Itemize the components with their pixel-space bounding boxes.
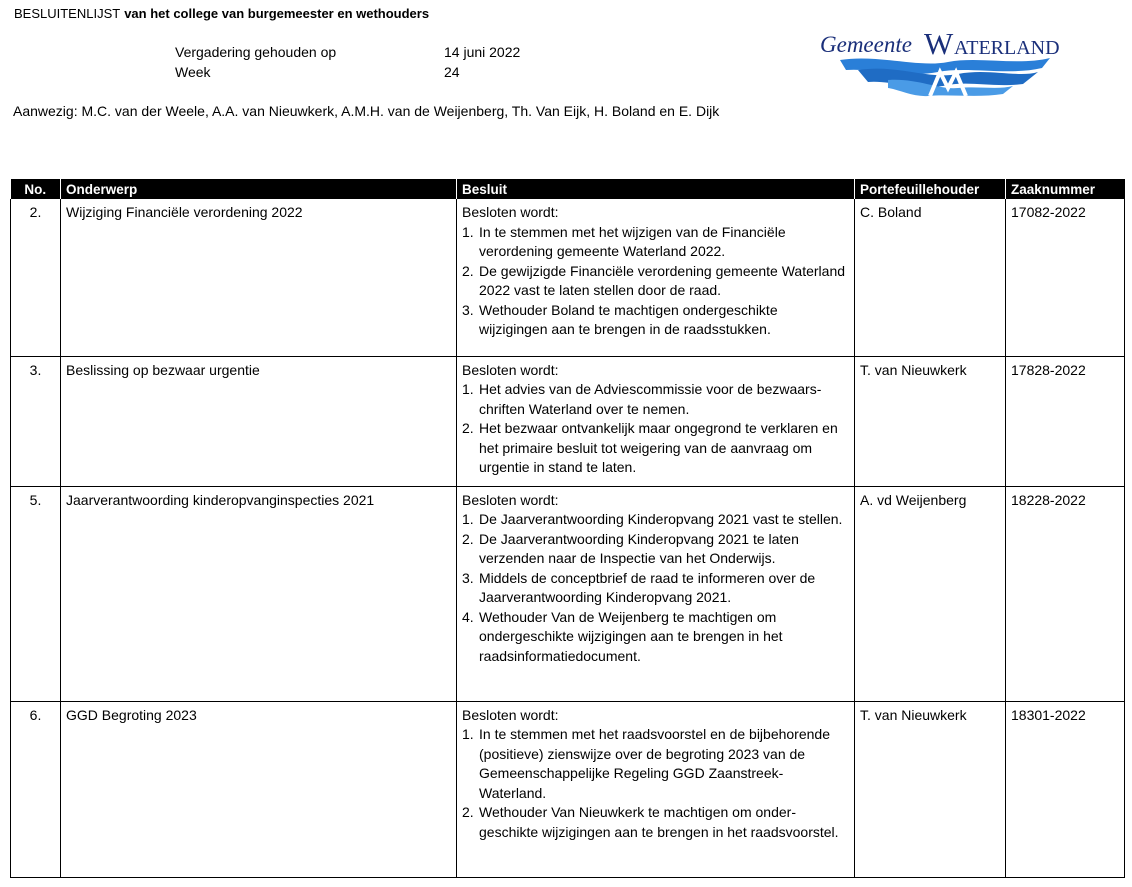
decision-item-text: Wethouder Boland te machtigen ondergeschikte wijzigingen aan te brengen in de raadsstukken.	[479, 301, 778, 337]
meeting-date: 14 juni 2022	[444, 44, 521, 60]
logo-gemeente-text: Gemeente	[820, 32, 912, 57]
decision-item-number: 4.	[462, 608, 474, 625]
decision-item-text: De Jaarverantwoording Kinderopvang 2021 te laten verzenden naar de Inspectie van het Onderwijs.	[479, 530, 799, 566]
decision-item-number: 2.	[462, 420, 474, 436]
row-decision	[457, 486, 855, 701]
decision-item	[462, 301, 849, 340]
decision-list	[462, 510, 849, 666]
decision-item-number: 1.	[462, 726, 474, 742]
decision-item	[462, 725, 849, 803]
decision-item-text: In te stemmen met het raadsvoorstel en de bijbehorende (positieve) zienswijze over de begroting 2023 van de Gemeenschappelijke Regeling GGD Zaanstreek-Waterland.	[479, 726, 830, 801]
table-header-row	[11, 179, 1125, 199]
table-row	[11, 199, 1125, 356]
decision-head: Besloten wordt:	[462, 491, 559, 508]
row-decision	[457, 199, 855, 356]
decision-item-number: 3.	[462, 301, 474, 318]
decision-item-number: 2.	[462, 804, 474, 820]
row-no: 6.	[11, 701, 61, 877]
table-row	[11, 701, 1125, 877]
decision-item	[462, 569, 849, 608]
decision-item-text: Wethouder Van Nieuwkerk te machtigen om onder-geschikte wijzigingen aan te brengen in het raadsvoorstel.	[479, 804, 839, 840]
row-case: 17082-2022	[1006, 199, 1125, 356]
row-subject: Beslissing op bezwaar urgentie	[61, 356, 457, 486]
decision-item-number: 1.	[462, 223, 474, 240]
week-value: 24	[444, 64, 460, 80]
table-row	[11, 486, 1125, 701]
title-prefix: BESLUITENLIJST	[14, 6, 121, 21]
gemeente-waterland-logo	[818, 28, 1080, 100]
row-case: 17828-2022	[1006, 356, 1125, 486]
row-subject: Jaarverantwoording kinderopvanginspecties 2021	[61, 486, 457, 701]
col-header-decision: Besluit	[457, 179, 855, 199]
row-holder: C. Boland	[855, 199, 1006, 356]
row-case: 18228-2022	[1006, 486, 1125, 701]
week-label: Week	[175, 64, 211, 80]
decision-item	[462, 530, 849, 569]
col-header-no: No.	[11, 179, 61, 199]
row-holder: T. van Nieuwkerk	[855, 356, 1006, 486]
decision-head: Besloten wordt:	[462, 706, 559, 723]
row-subject: Wijziging Financiële verordening 2022	[61, 199, 457, 356]
row-holder: A. vd Weijenberg	[855, 486, 1006, 701]
table-row	[11, 356, 1125, 486]
row-subject: GGD Begroting 2023	[61, 701, 457, 877]
logo-aterland-text: ATERLAND	[954, 37, 1060, 59]
decision-item-number: 1.	[462, 511, 474, 527]
decision-item-text: Middels de conceptbrief de raad te informeren over de Jaarverantwoording Kinderopvang 2021.	[479, 569, 816, 605]
decision-head: Besloten wordt:	[462, 361, 559, 378]
decision-item-text: Wethouder Van de Weijenberg te machtigen om ondergeschikte wijzigingen aan te brengen in het raadsinformatiedocument.	[479, 608, 783, 664]
logo-graphic	[818, 28, 1080, 100]
title-rest: van het college van burgemeester en wethouders	[124, 6, 430, 21]
decision-item	[462, 262, 849, 301]
row-decision	[457, 701, 855, 877]
decision-item-number: 3.	[462, 569, 474, 586]
decision-item-number: 1.	[462, 381, 474, 397]
decision-item-text: Het bezwaar ontvankelijk maar ongegrond te verklaren en het primaire besluit tot weigering van de aanvraag om urgentie in stand te laten.	[479, 420, 838, 475]
col-header-holder: Portefeuillehouder	[855, 179, 1006, 199]
decision-item	[462, 380, 849, 419]
decision-item	[462, 419, 849, 478]
decision-item-number: 2.	[462, 530, 474, 547]
col-header-case: Zaaknummer	[1006, 179, 1125, 199]
decision-item	[462, 803, 849, 842]
attendees: Aanwezig: M.C. van der Weele, A.A. van Nieuwkerk, A.M.H. van de Weijenberg, Th. Van Eijk, H. Boland en E. Dijk	[13, 103, 720, 119]
row-case: 18301-2022	[1006, 701, 1125, 877]
row-no: 5.	[11, 486, 61, 701]
decision-item-text: Het advies van de Adviescommissie voor de bezwaars-chriften Waterland over te nemen.	[479, 381, 822, 417]
row-no: 2.	[11, 199, 61, 356]
decision-head: Besloten wordt:	[462, 204, 559, 220]
row-decision	[457, 356, 855, 486]
decision-item-text: De gewijzigde Financiële verordening gemeente Waterland 2022 vast te laten stellen door de raad.	[479, 262, 846, 298]
decision-table	[10, 179, 1125, 878]
logo-w-text: W	[924, 28, 954, 61]
decision-list	[462, 380, 849, 478]
row-holder: T. van Nieuwkerk	[855, 701, 1006, 877]
col-header-subject: Onderwerp	[61, 179, 457, 199]
row-no: 3.	[11, 356, 61, 486]
meeting-label: Vergadering gehouden op	[175, 44, 337, 60]
decision-item	[462, 510, 849, 530]
decision-item	[462, 608, 849, 667]
decision-list	[462, 223, 849, 340]
document-title	[14, 6, 429, 21]
decision-item-text: In te stemmen met het wijzigen van de Financiële verordening gemeente Waterland 2022.	[479, 223, 786, 259]
decision-item-number: 2.	[462, 262, 474, 279]
decision-item-text: De Jaarverantwoording Kinderopvang 2021 vast te stellen.	[479, 511, 843, 527]
decision-item	[462, 223, 849, 262]
decision-list	[462, 725, 849, 842]
